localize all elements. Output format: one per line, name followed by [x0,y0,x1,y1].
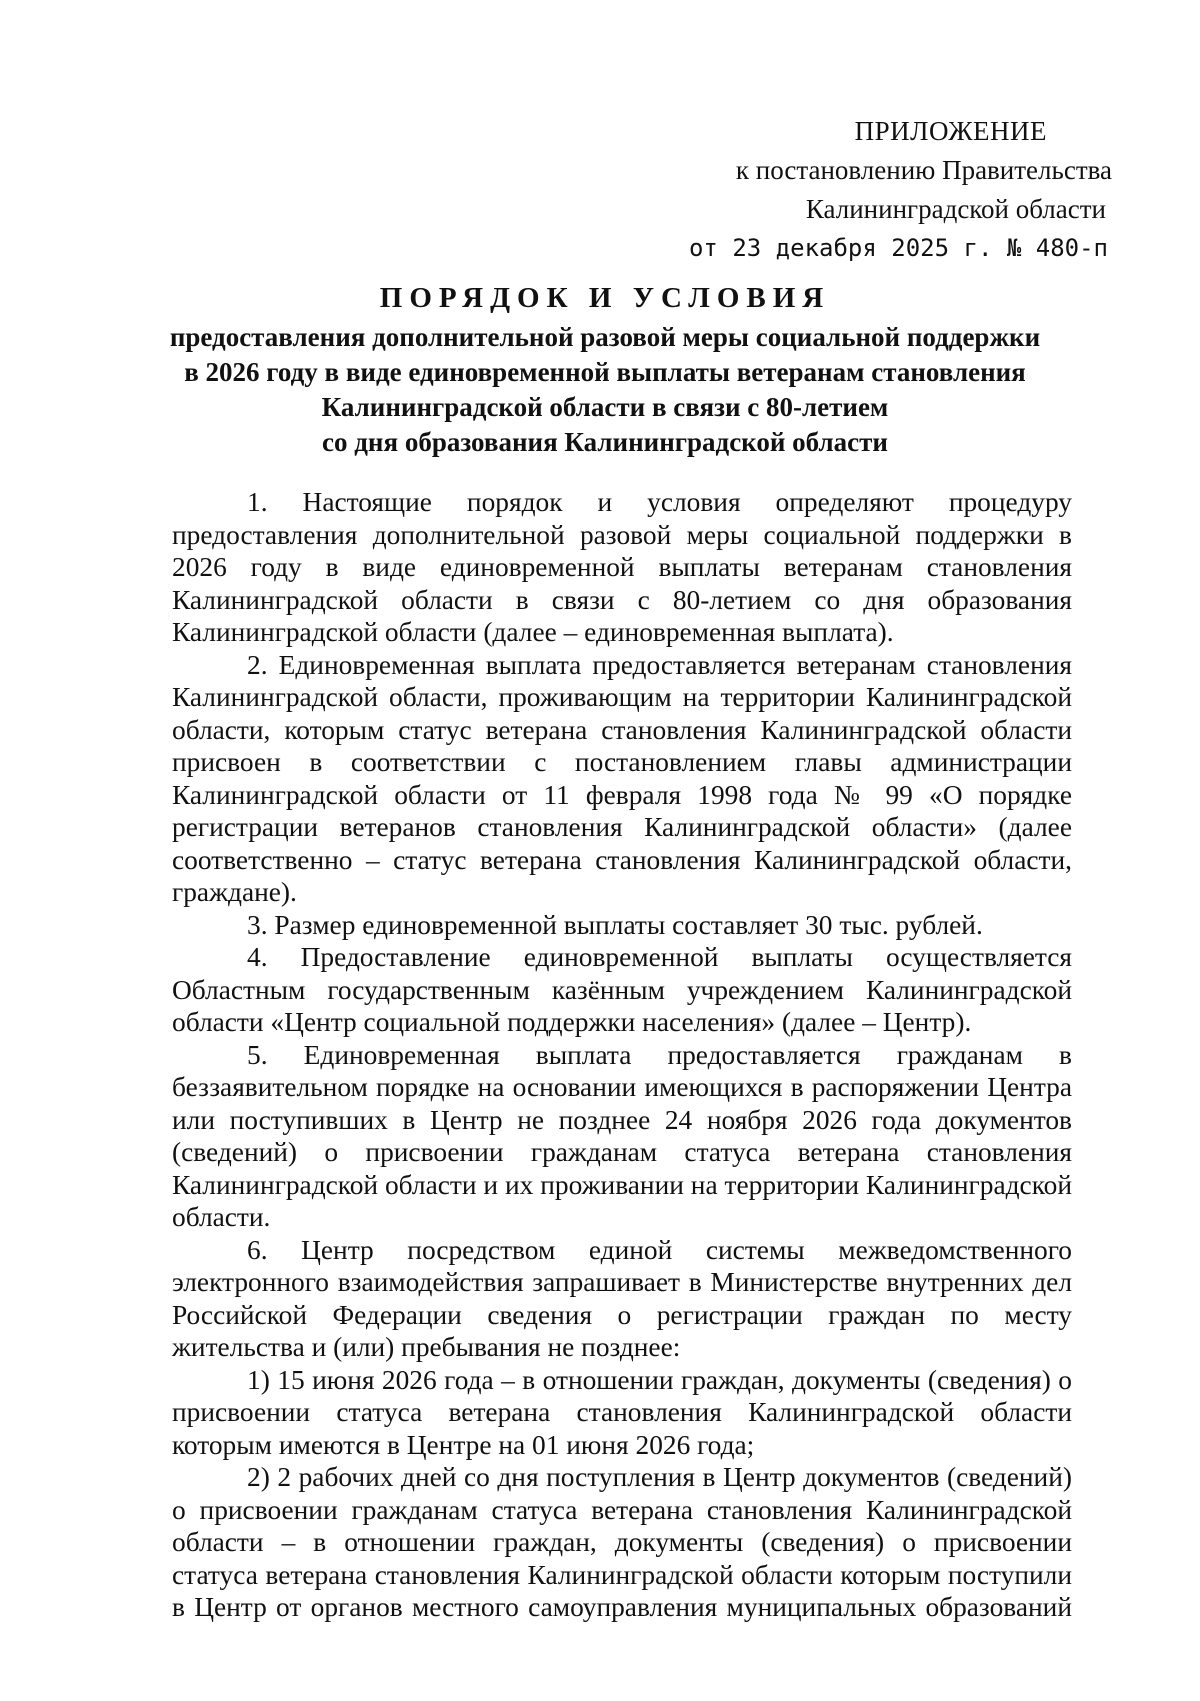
paragraph-4: 4. Предоставление единовременной выплаты осуществляется Областным государственным казённым учреждением Калининградской области «Центр социальной поддержки населения» (далее – Центр). [172,942,1072,1037]
paragraph-1: 1. Настоящие порядок и условия определяют процедуру предоставления дополнительной разовой меры социальной поддержки в 2026 году в виде единовременной выплаты ветеранам становления Калининградской области в связи с 80-летием со дня образования Калининградской области (далее – единовременная выплата). [172,487,1072,647]
appendix-block [552,112,1112,268]
heading-subtitle-line-2: в 2026 году в виде единовременной выплаты ветеранам становления [184,357,1026,387]
paragraph-3: 3. Размер единовременной выплаты составляет 30 тыс. рублей. [247,909,983,940]
heading-subtitle-line-3: Калининградской области в связи с 80-летием [321,392,889,422]
paragraph-6: 6. Центр посредством единой системы межведомственного электронного взаимодействия запрашивает в Министерстве внутренних дел Российской Федерации сведения о регистрации граждан по месту жительства и (или) пребывания не позднее: [172,1234,1072,1362]
document-body [172,486,1072,1624]
document-heading [150,278,1060,460]
heading-title: ПОРЯДОК И УСЛОВИЯ [379,282,831,314]
paragraph-6-item-1: 1) 15 июня 2026 года – в отношении граждан, документы (сведения) о присвоении статуса ветерана становления Калининградской области которым имеются в Центре на 01 июня 2026 года; [172,1364,1072,1460]
paragraph-5: 5. Единовременная выплата предоставляется гражданам в беззаявительном порядке на основании имеющихся в распоряжении Центра или поступивших в Центр не позднее 24 ноября 2026 года документов (сведений) о присвоении гражданам статуса ветерана становления Калининградской области и их проживании на территории Калининградской области. [172,1039,1072,1232]
appendix-date-line: от 23 декабря 2025 г. № 480-п [688,234,1108,262]
paragraph-6-item-2: 2) 2 рабочих дней со дня поступления в Центр документов (сведений) о присвоении гражданам статуса ветерана становления Калининградской области – в отношении граждан, документы (сведения) о присвоении статуса ветерана становления Калининградской области которым поступили в Центр от органов местного самоуправления муниципальных образований [172,1462,1072,1622]
paragraph-2: 2. Единовременная выплата предоставляется ветеранам становления Калининградской области, проживающим на территории Калининградской области, которым статус ветерана становления Калининградской области присвоен в соответствии с постановлением главы администрации Калининградской области от 11 февраля 1998 года № 99 «О порядке регистрации ветеранов становления Калининградской области» (далее соответственно – статус ветерана становления Калининградской области, граждане). [172,649,1072,907]
appendix-line-2: Калининградской области [805,194,1106,224]
heading-subtitle-line-4: со дня образования Калининградской области [322,427,888,457]
appendix-title: ПРИЛОЖЕНИЕ [854,116,1047,146]
appendix-line-1: к постановлению Правительства [735,155,1112,185]
heading-subtitle-line-1: предоставления дополнительной разовой меры социальной поддержки [169,322,1041,352]
